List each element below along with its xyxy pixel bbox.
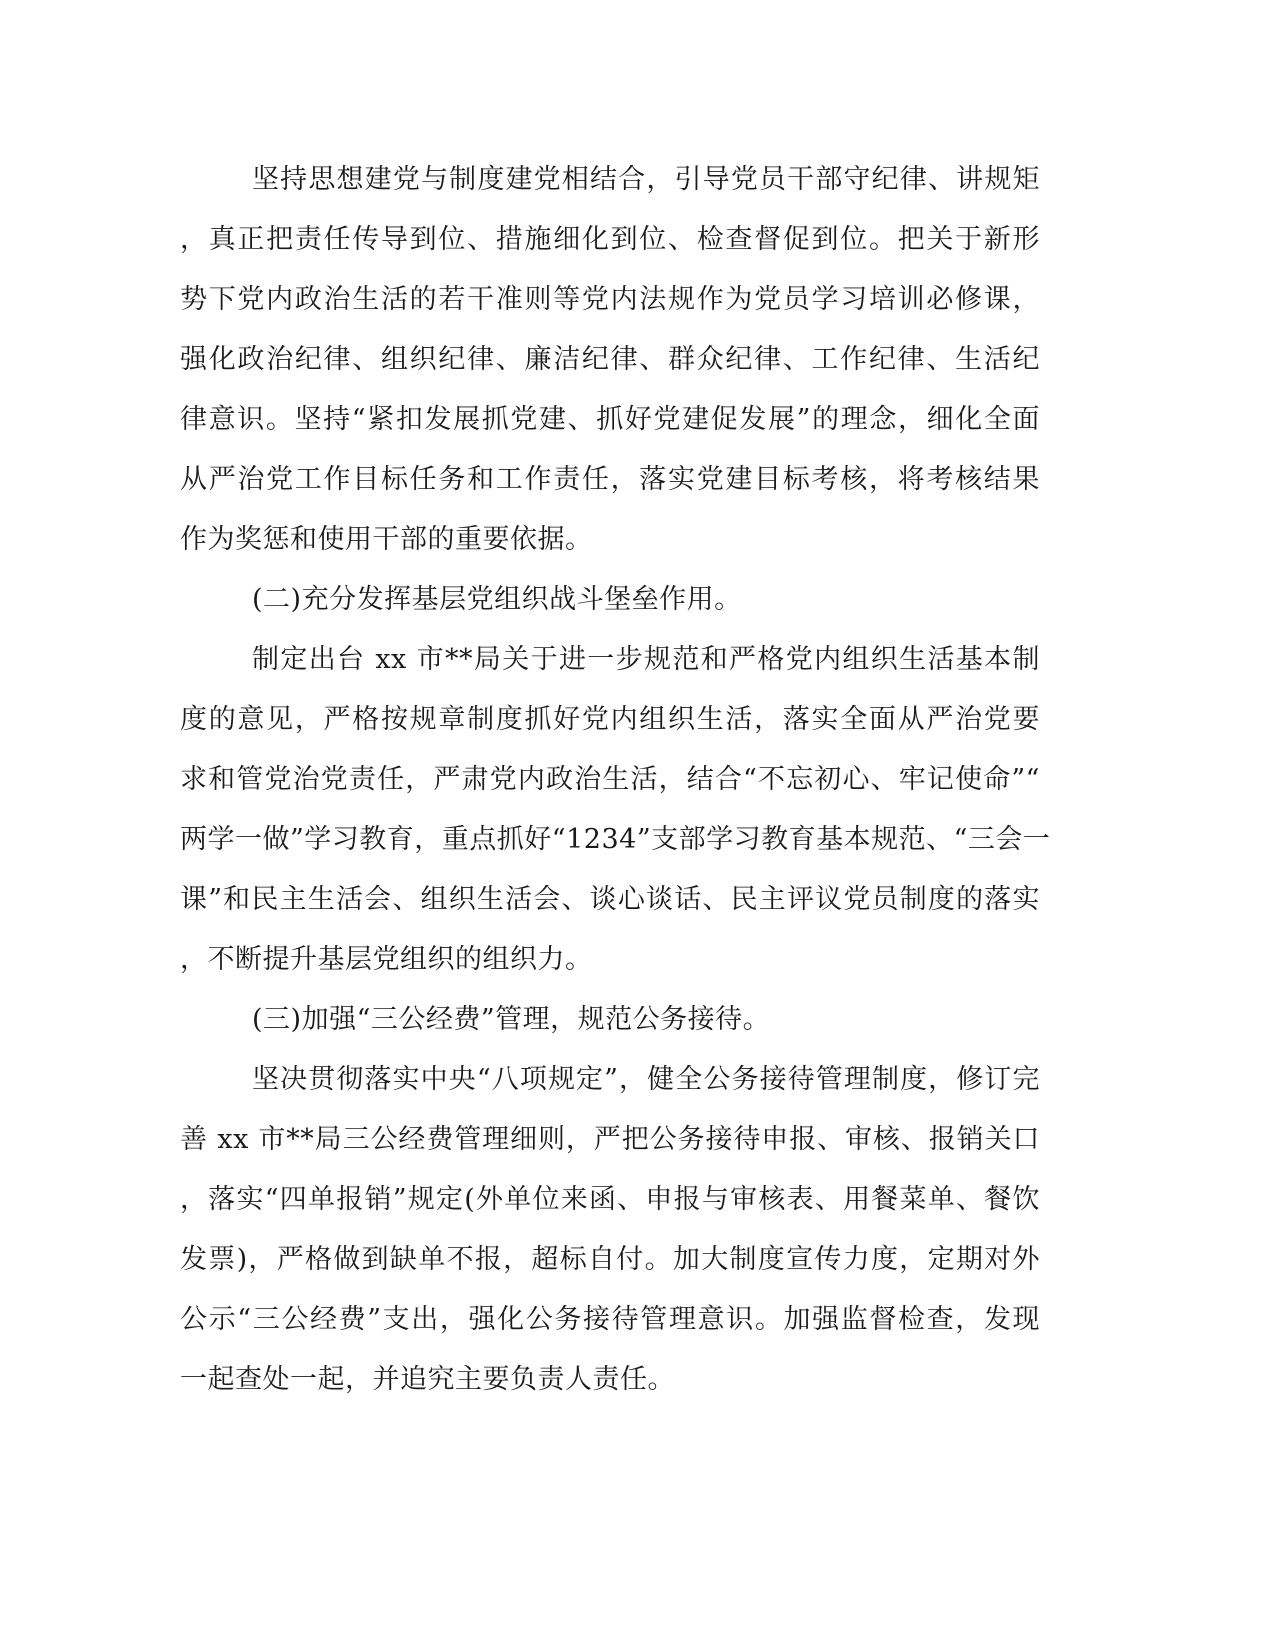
paragraph-line: 从严治党工作目标任务和工作责任，落实党建目标考核，将考核结果 [180,464,1040,495]
paragraph-line: 课”和民主生活会、组织生活会、谈心谈话、民主评议党员制度的落实 [180,884,1040,915]
paragraph-line: 律意识。坚持“紧扣发展抓党建、抓好党建促发展”的理念，细化全面 [180,404,1040,435]
paragraph-line: 公示“三公经费”支出，强化公务接待管理意识。加强监督检查，发现 [180,1304,1040,1335]
document-body [180,150,1051,1410]
paragraph-line: ，不断提升基层党组织的组织力。 [180,944,593,975]
paragraph-line: 制定出台 xx 市**局关于进一步规范和严格党内组织生活基本制 [252,644,1040,675]
paragraph-2 [180,630,1051,990]
paragraph-line: ，真正把责任传导到位、措施细化到位、检查督促到位。把关于新形 [180,224,1040,255]
paragraph-line: 求和管党治党责任，严肃党内政治生活，结合“不忘初心、牢记使命”“ [180,764,1040,795]
section-heading-2: (二)充分发挥基层党组织战斗堡垒作用。 [252,584,742,615]
paragraph-line: 度的意见，严格按规章制度抓好党内组织生活，落实全面从严治党要 [180,704,1040,735]
section-heading-3: (三)加强“三公经费”管理，规范公务接待。 [252,1004,771,1035]
paragraph-line: 作为奖惩和使用干部的重要依据。 [180,524,593,555]
paragraph-1 [180,150,1040,570]
paragraph-line: 势下党内政治生活的若干准则等党内法规作为党员学习培训必修课， [180,284,1040,315]
paragraph-3 [180,1050,1040,1410]
paragraph-line: 发票)，严格做到缺单不报，超标自付。加大制度宣传力度，定期对外 [180,1244,1040,1275]
paragraph-line: 坚持思想建党与制度建党相结合，引导党员干部守纪律、讲规矩 [252,164,1040,195]
paragraph-line: 强化政治纪律、组织纪律、廉洁纪律、群众纪律、工作纪律、生活纪 [180,344,1040,375]
paragraph-line: 两学一做”学习教育，重点抓好“1234”支部学习教育基本规范、“三会一 [180,824,1051,855]
paragraph-line: 善 xx 市**局三公经费管理细则，严把公务接待申报、审核、报销关口 [180,1124,1040,1155]
paragraph-line: 坚决贯彻落实中央“八项规定”，健全公务接待管理制度，修订完 [252,1064,1040,1095]
paragraph-line: ，落实“四单报销”规定(外单位来函、申报与审核表、用餐菜单、餐饮 [180,1184,1040,1215]
paragraph-line: 一起查处一起，并追究主要负责人责任。 [180,1364,675,1395]
